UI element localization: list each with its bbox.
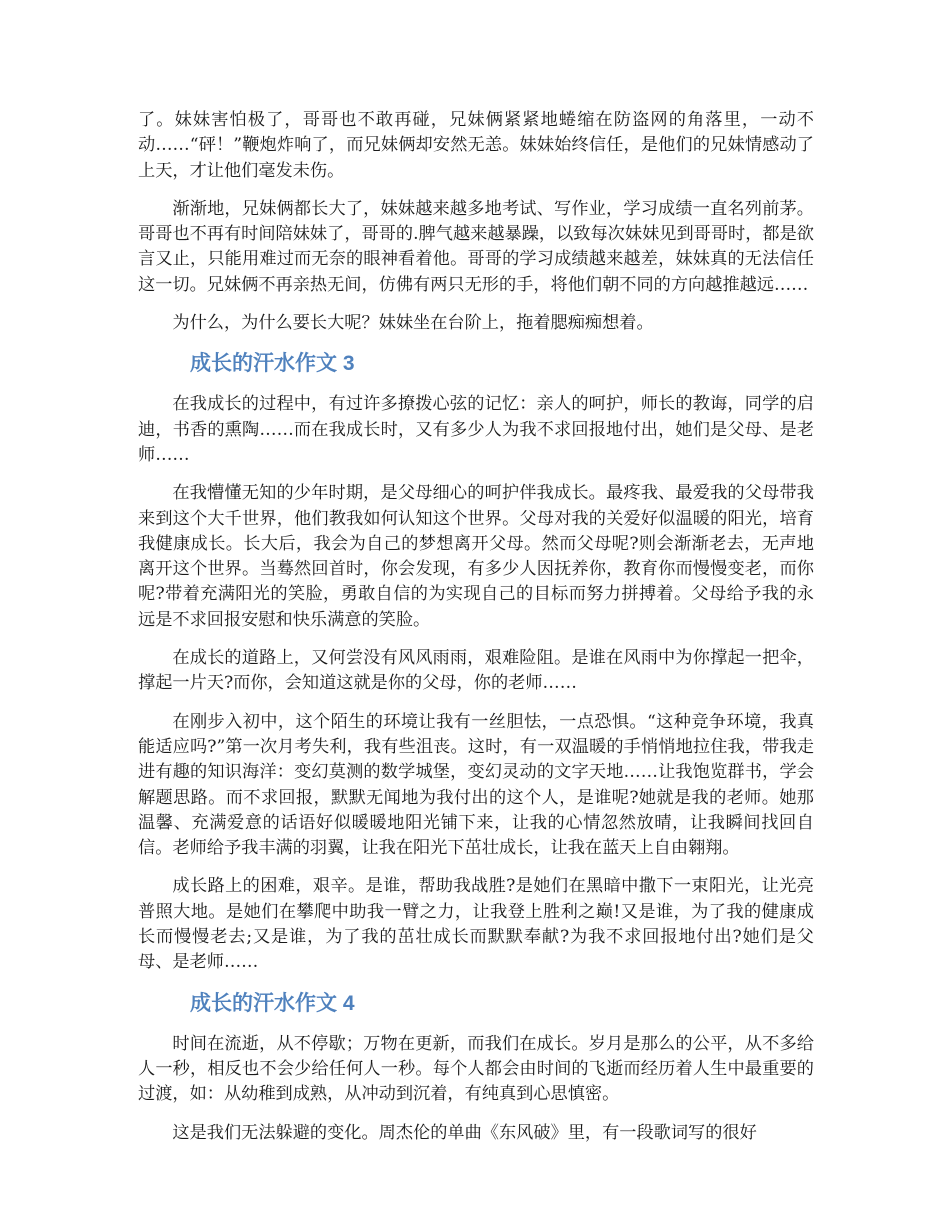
paragraph: 成长路上的困难，艰辛。是谁，帮助我战胜?是她们在黑暗中撒下一束阳光，让光亮普照大地。是她们在攀爬中助我一臂之力，让我登上胜利之巅!又是谁，为了我的健康成长而慢慢老去;又是谁，为了我的茁壮成长而默默奉献?为我不求回报地付出?她们是父母、是老师…… [138,876,814,973]
paragraph: 渐渐地，兄妹俩都长大了，妹妹越来越多地考试、写作业，学习成绩一直名列前茅。哥哥也不再有时间陪妹妹了，哥哥的.脾气越来越暴躁，以致每次妹妹见到哥哥时，都是欲言又止，只能用难过而无奈的眼神看着他。哥哥的学习成绩越来越差，妹妹真的无法信任这一切。兄妹俩不再亲热无间，仿佛有两只无形的手，将他们朝不同的方向越推越远…… [138,198,814,295]
section-heading-3: 成长的汗水作文 3 [190,352,355,376]
section-heading-4: 成长的汗水作文 4 [190,991,355,1015]
paragraph: 在我成长的过程中，有过许多撩拨心弦的记忆：亲人的呵护，师长的教诲，同学的启迪，书香的熏陶……而在我成长时，又有多少人为我不求回报地付出，她们是父母、是老师…… [138,394,814,465]
paragraph: 这是我们无法躲避的变化。周杰伦的单曲《东风破》里，有一段歌词写的很好 [172,1122,757,1143]
paragraph-continued: 了。妹妹害怕极了，哥哥也不敢再碰，兄妹俩紧紧地蜷缩在防盗网的角落里，一动不动……“砰！”鞭炮炸响了，而兄妹俩却安然无恙。妹妹始终信任，是他们的兄妹情感动了上天，才让他们毫发未伤。 [138,110,814,181]
document-page [138,108,814,1159]
paragraph: 在我懵懂无知的少年时期，是父母细心的呵护伴我成长。最疼我、最爱我的父母带我来到这个大千世界，他们教我如何认知这个世界。父母对我的关爱好似温暖的阳光，培育我健康成长。长大后，我会为自己的梦想离开父母。然而父母呢?则会渐渐老去，无声地离开这个世界。当蓦然回首时，你会发现，有多少人因抚养你，教育你而慢慢变老，而你呢?带着充满阳光的笑脸，勇敢自信的为实现自己的目标而努力拼搏着。父母给予我的永远是不求回报安慰和快乐满意的笑脸。 [138,483,814,630]
paragraph: 时间在流逝，从不停歇；万物在更新，而我们在成长。岁月是那么的公平，从不多给人一秒，相反也不会少给任何人一秒。每个人都会由时间的飞逝而经历着人生中最重要的过渡，如：从幼稚到成熟，从冲动到沉着，有纯真到心思慎密。 [138,1033,814,1105]
paragraph: 在刚步入初中，这个陌生的环境让我有一丝胆怯，一点恐惧。“这种竞争环境，我真能适应吗?”第一次月考失利，我有些沮丧。这时，有一双温暖的手悄悄地拉住我，带我走进有趣的知识海洋：变幻莫测的数学城堡，变幻灵动的文字天地……让我饱览群书，学会解题思路。而不求回报，默默无闻地为我付出的这个人，是谁呢?她就是我的老师。她那温馨、充满爱意的话语好似暖暖地阳光铺下来，让我的心情忽然放晴，让我瞬间找回自信。老师给予我丰满的羽翼，让我在阳光下茁壮成长，让我在蓝天上自由翱翔。 [138,711,814,859]
paragraph: 在成长的道路上，又何尝没有风风雨雨，艰难险阻。是谁在风雨中为你撑起一把伞，撑起一片天?而你，会知道这就是你的父母，你的老师…… [138,648,814,694]
paragraph: 为什么，为什么要长大呢？妹妹坐在台阶上，拖着腮痴痴想着。 [172,313,654,334]
